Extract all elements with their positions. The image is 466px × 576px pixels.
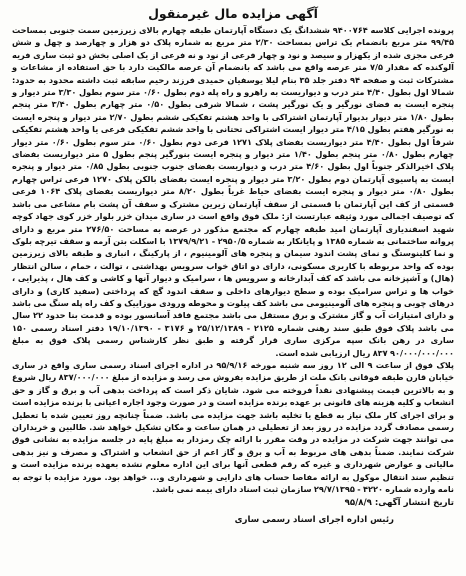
notice-paragraph-1: پرونده اجرایی کلاسه ۹۴۰۰۷۶۴ ششدانگ یک دستگاه آپارتمان طبقه چهارم بالای زیرزمین سمت جنوبی بمساحت ۹۹/۴۵ متر مربع بانضمام یک تراس بمساحت ۲/۳۰ متر مربع به شماره پلاک دو هزار و چهارصد و چهل و شش فرعی مجزی شده از یکهزار و سیصد و نود و چهار فرعی از نود و نه فرعی از یک اصلی بخش دو ثبت ساری فریه آلوکنده که مقدار ۷/۵ متر عرصه واقع می باشد که بانضمام آن عرصه مالکیت دارد با حق استفاده از مشاعات و مشترکات ثبت و صفحه ۹۴ دفتر جلد ۳۵ بنام لیلا یوسفیان حمیدی فرزند رحیم سابقه ثبت داشته محدود به حدود: شمالا اول بطول ۴/۴۰ متر درب و دیواریست به راهرو و راه پله دوم بطول ۰/۶۰ متر سوم بطول ۳/۳۰ متر دیوار و پنجره ایست به فضای نورگیر و یک نورگیر پشت ، شمالا شرقی بطول ۰/۵۰ متر چهارم بطول ۳/۴۰ متر پنجم بطول ۱/۸۰ متر دیوار بدیوار آپارتمان اشتراکی با واحد هشتم تفکیکی ششم بطول ۲/۷۰ متر دیوار و پنجره ایست به نورگیر هفتم بطول ۴/۱۵ متر دیوار ایست اشتراکی تحتانی با واحد ششم تفکیکی فرعی یا واحد هشتم تفکیکی شرقاً اول بطول ۴/۴۰ متر دیواریست بفضای پلاک ۱۲۷۱ فرعی دوم بطول ۰/۶۰ متر سوم بطول ۰/۶۰ متر دیوار چهارم بطول ۰/۸۰ متر پنجم بطول ۱/۴۰ متر دیوار و پنجره ایست بنورگیر پنجم بطول ۵ متر دیواریست بفضای پلاک اخیرالذکر جنوباً اول بطول ۴/۶۰ متر درب و دیواریست بفضای جنوب جنوبی بطول ۰/۸۵ متر دیوار و پنجره ایست به پاسیوی آپارتمان دوم بطول ۳/۲۰ متر دیوار و پنجره ایست بفضای بالکن پلاک ۱۲۷۰ فرعی تراس چهارم بطول ۰/۸۰ متر دیوار و پنجره ایست بفضای حیاط غرباً بطول ۸/۲۰ متر دیواریست بفضای پلاک ۱۰۶۴ فرعی قسمتی از کف این آپارتمان با قسمتی از سقف آپارتمان زیرین مشترک و سقف آن پشت بام مشاعی می باشد که توصیف اجمالی مورد وثیقه عبارتست از: ملک فوق واقع است در ساری میدان خزر بلوار خزر کوی جهاد کوچه شهید اسفندیاری آپارتمان امید طبقه چهارم که مجتمع مذکور در عرصه به مساحت ۲۷۶/۵۰ متر مربع و دارای پروانه ساختمانی به شماره ۱۳۸۵ و پایانکار به شماره ۲۹۵۰/۵ - ۱۳۷۹/۹/۲۱ با اسکلت بتن آرمه و سقف تیرچه بلوک و نما کلینوستگ و نمای پشت اندود سیمان و پنجره های آلومینیوم ، از پارکینگ ، انباری و طبقه بالای زیرزمین بوده که واحد مربوطه با کاربری مسکونی، دارای دو اتاق خواب سرویس بهداشتی ، توالت ، حمام ، سالن انتظار (هال) و آشپزخانه می باشد که کف آبدارخانه و سرویس ها ، سرامیک و دیوار آنها و کاشی و کف هال ، پذیرایی ، خواب ها و تراس سرامیک بوده و سطح دیوارهای داخلی و سقف اندود گچ که پرداختی (سفید کاری) و دارای درهای چوبی و پنجره های آلومینیومی می باشد کف پیلوت و محوطه ورودی موزاییک و کف راه پله سنگ می باشد و دارای امتیازات آب و گاز مشترک و برق مستقل می باشد مجتمع فاقد آسانسور بوده و قدمت بنا حدود ۲۲ سال می باشد پلاک فوق طبق سند رهنی شماره ۲۱۲۵ - ۲۵/۱۲/۱۳۸۹ و ۳۱۷۶ - ۱۹/۱۰/۱۳۹۰ دفتر اسناد رسمی ۱۵۰ ساری در رهن بانک سپه مرکزی ساری قرار گرفته و طبق نظر کارشناس رسمی پلاک فوق به مبلغ ۹۰/۰۰۰/۰۰۰/۰۰۰ ۸۳۷ ریال ارزیابی شده است. [12, 25, 455, 358]
notice-body [12, 24, 454, 495]
notice-footer [12, 497, 454, 527]
notice-paragraph-2: پلاک فوق از ساعت ۹ الی ۱۲ روز سه شنبه مورخه ۹۵/۹/۱۶ در اداره اجرای اسناد رسمی ساری واقع در ساری خیابان قارن طبقه فوقانی بانک ملت از طریق مزایده بفروش می رسد و مزایده از مبلغ ۸۳۷/۰۰۰/۰۰۰ ریال شروع و به بالاترین قیمت پیشنهادی نقداً فروخته می شود. شایان ذکر است که پرداخت بدهی آب و برق و گاز و حق انشعاب و کلیه هزینه های قانونی بر عهده برنده مزایده است و در صورت وجود اجاره اعیانی با برنده مزایده است و برای اجرای کار ملک نیاز به قطع یا تخلیه باشد جهت مزایده می باشد. ضمناً چنانچه روز تعیین شده با تعطیل رسمی مصادف گردد مزایده در روز بعد از تعطیلی در همان ساعت و مکان تشکیل خواهد شد. طالبین و خریداران می توانند جهت شرکت در مزایده در وقت مقرر با ارائه چک رمزدار به مبلغ پایه در جلسه مزایده به نشانی فوق شرکت نمایند. ضمناً بدهی های مربوط به آب و برق و گاز اعم از حق انشعاب و اشتراک و مصرف و نیز بدهی مالیاتی و عوارض شهرداری و غیره که رقم قطعی آنها برای این اداره معلوم نشده بعهده برنده مزایده است و تنظیم سند انتقال موکول به ارائه مفاصا حساب های دارایی و شهرداری و... خواهد بود. مورد مزایده با توجه به نامه وارده شماره ۴۲۲۰ - ۲۹/۷/۱۳۹۵ سازمان ثبت اسناد دارای بیمه نمی باشد. [12, 359, 455, 495]
signature: رئیس اداره اجرای اسناد رسمی ساری [234, 515, 394, 526]
notice-title: آگهی مزایده مال غیرمنقول [148, 6, 318, 21]
publish-date: تاریخ انتشار آگهی: ۹۵/۸/۹ [344, 498, 454, 509]
